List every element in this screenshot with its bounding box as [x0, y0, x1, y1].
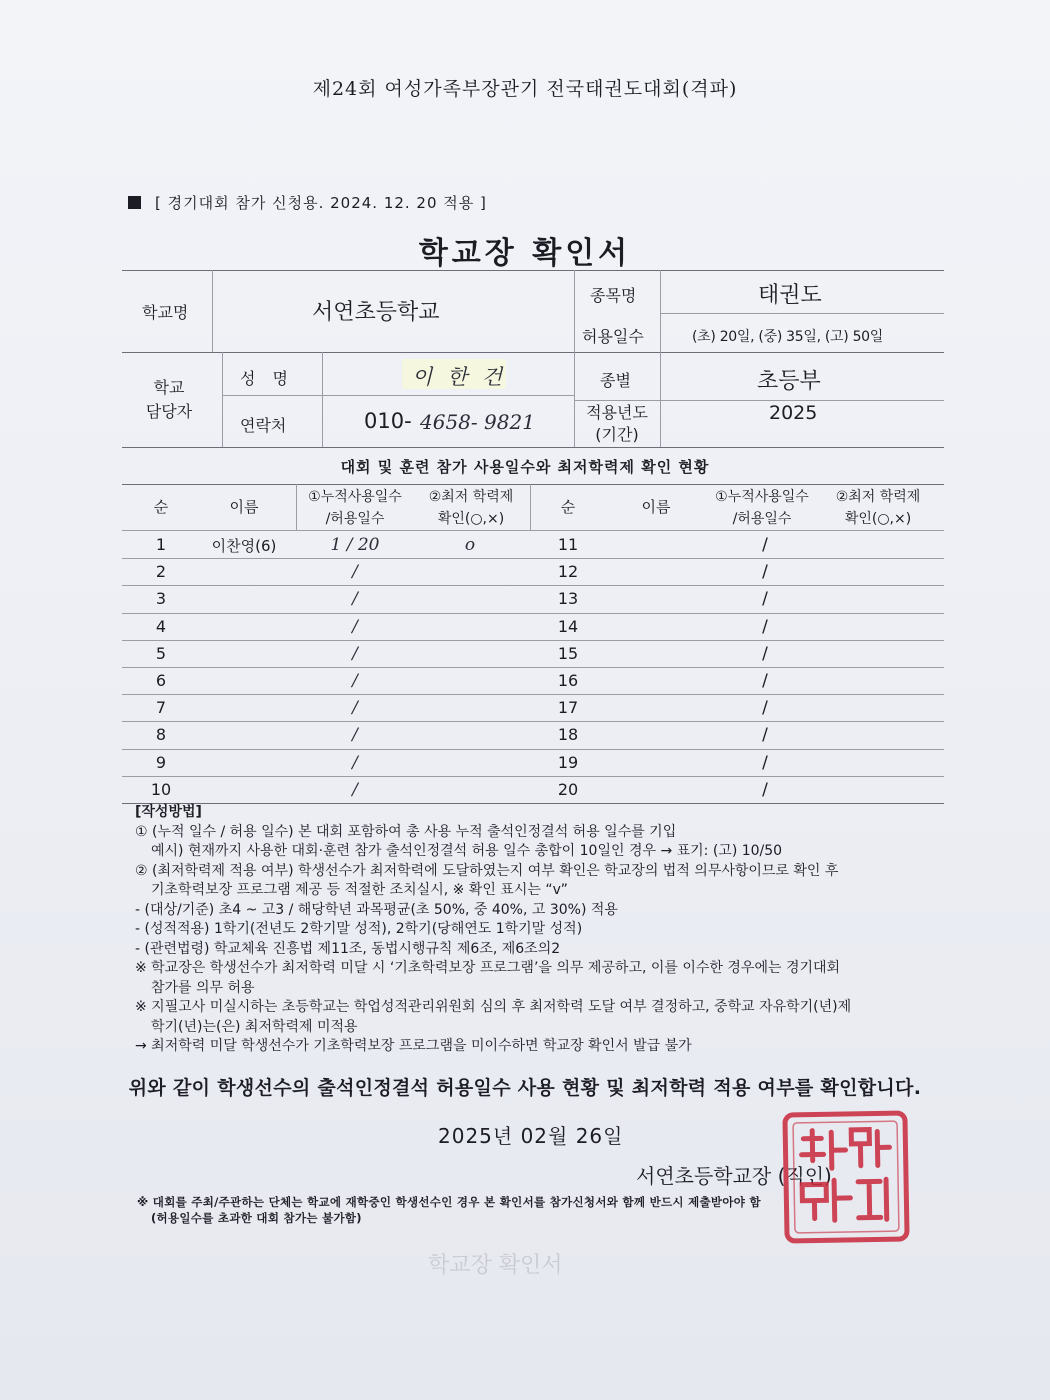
- info-col-divider: [222, 352, 223, 447]
- phone-prefix: 010-: [364, 409, 412, 433]
- row-divider: [122, 749, 944, 750]
- row-divider: [122, 585, 944, 586]
- info-row-divider: [222, 395, 574, 396]
- row-usage: /: [762, 562, 768, 583]
- row-usage: /: [762, 671, 768, 691]
- year-value: 2025: [769, 402, 818, 424]
- row-number: 15: [557, 643, 579, 663]
- row-divider: [122, 667, 944, 668]
- instructions-heading: [작성방법]: [135, 804, 202, 820]
- usage-table-header-divider: [122, 530, 944, 531]
- col-header-check-right-line1: ②최저 학력제: [835, 489, 921, 505]
- row-number: 17: [557, 698, 579, 718]
- info-col-divider: [322, 352, 323, 447]
- instruction-line: 예시) 현재까지 사용한 대회·훈련 참가 출석인정결석 허용 일수 총합이 10일인 경우 → 표기: (고) 10/50: [151, 843, 783, 859]
- instruction-line: 기초학력보장 프로그램 제공 등 적절한 조치실시, ※ 확인 표시는 “v”: [151, 882, 568, 898]
- footnote-line1: ※ 대회를 주최/주관하는 단체는 학교에 재학중인 학생선수인 경우 본 확인서를 참가신청서와 함께 반드시 제출받아야 함: [137, 1195, 761, 1209]
- row-number: 9: [155, 752, 167, 772]
- col-header-check: [410, 486, 532, 530]
- col-header-check-right: [816, 486, 940, 530]
- row-divider: [122, 694, 944, 695]
- instruction-line: ① (누적 일수 / 허용 일수) 본 대회 포함하여 총 사용 누적 출석인정결석 허용 일수를 기입: [135, 823, 677, 840]
- row-number: 10: [150, 779, 172, 799]
- contact-group-label-line2: 담당자: [145, 402, 193, 421]
- event-value: 태권도: [758, 283, 822, 308]
- name-label: 성 명: [240, 369, 294, 388]
- confirm-statement: 위와 같이 학생선수의 출석인정결석 허용일수 사용 현황 및 최저학력 적용 여부를 확인합니다.: [128, 1077, 922, 1099]
- row-divider: [122, 776, 944, 777]
- row-divider: [122, 640, 944, 641]
- col-header-num: 순: [153, 498, 169, 516]
- year-label-line2: (기간): [595, 425, 639, 444]
- col-header-usage-line2: /허용일수: [325, 511, 385, 527]
- row-number: 19: [557, 752, 579, 772]
- instructions-block: [135, 803, 851, 1057]
- row-number: 16: [557, 671, 579, 690]
- row-number: 6: [155, 671, 167, 690]
- row-usage: /: [352, 616, 358, 637]
- row-number: 12: [557, 562, 579, 582]
- row-number: 4: [155, 616, 167, 636]
- usage-table-heading: 대회 및 훈련 참가 사용일수와 최저학력제 확인 현황: [340, 458, 710, 476]
- row-usage: /: [352, 752, 358, 773]
- instruction-line: 참가를 의무 허용: [151, 979, 255, 996]
- row-divider: [122, 721, 944, 722]
- contact-group-label: [136, 376, 202, 424]
- issue-date: 2025년 02월 26일: [438, 1124, 624, 1148]
- row-number: 20: [557, 779, 579, 799]
- instruction-line: - (성적적용) 1학기(전년도 2학기말 성적), 2학기(당해연도 1학기말 성적): [135, 921, 583, 937]
- row-usage: /: [352, 671, 358, 691]
- school-name-label: 학교명: [142, 303, 189, 322]
- row-usage: /: [762, 752, 768, 773]
- event-label: 종목명: [590, 286, 637, 305]
- info-row-divider: [122, 352, 944, 353]
- row-number: 18: [557, 725, 579, 745]
- row-usage: /: [762, 616, 768, 637]
- school-name-value: 서연초등학교: [312, 300, 440, 325]
- row-usage: /: [352, 725, 358, 746]
- col-header-num-right: 순: [560, 498, 576, 516]
- instruction-line: → 최저학력 미달 학생선수가 기초학력보장 프로그램을 미이수하면 학교장 확인서 발급 불가: [135, 1038, 692, 1054]
- col-header-name: 이름: [229, 498, 259, 516]
- info-col-divider: [212, 270, 213, 352]
- col-header-check-line1: ②최저 학력제: [428, 489, 514, 505]
- col-header-usage-right-line2: /허용일수: [732, 511, 792, 527]
- row-number: 8: [155, 725, 167, 745]
- division-label: 종별: [600, 371, 631, 390]
- form-note: [128, 192, 487, 213]
- info-col-divider: [660, 270, 661, 447]
- division-value: 초등부: [757, 369, 821, 394]
- row-usage: /: [762, 725, 768, 746]
- row-usage: /: [762, 535, 768, 555]
- instruction-line: ② (최저학력제 적용 여부) 학생선수가 최저학력에 도달하였는지 여부 확인은 학교장의 법적 의무사항이므로 확인 후: [135, 862, 839, 879]
- info-row-divider: [660, 313, 944, 314]
- col-header-usage-line1: ①누적사용일수: [308, 489, 402, 505]
- phone-label: 연락처: [240, 416, 287, 435]
- square-bullet-icon: [128, 196, 141, 209]
- event-title: 제24회 여성가족부장관기 전국태권도대회(격파): [312, 78, 738, 100]
- instruction-line: ※ 지필고사 미실시하는 초등학교는 학업성적관리위원회 심의 후 최저학력 도달 여부 결정하고, 중학교 자유학기(년)제: [135, 999, 852, 1015]
- info-table-bottom-border: [122, 447, 944, 448]
- row-divider: [122, 558, 944, 559]
- document-title: 학교장 확인서: [418, 236, 632, 271]
- footnote: [137, 1194, 761, 1226]
- row-number: 11: [557, 535, 579, 554]
- row-usage: /: [352, 698, 358, 719]
- row-check: o: [464, 535, 476, 555]
- info-col-divider: [574, 270, 575, 447]
- row-name: 이찬영(6): [211, 537, 277, 555]
- form-note-text: [ 경기대회 참가 신청용. 2024. 12. 20 적용 ]: [155, 194, 487, 212]
- info-row-divider: [574, 400, 944, 401]
- row-usage: /: [762, 698, 768, 719]
- row-usage: /: [352, 643, 358, 664]
- row-usage: /: [762, 779, 768, 800]
- year-label-line1: 적용년도: [586, 403, 648, 422]
- row-usage: /: [352, 589, 358, 610]
- row-number: 1: [155, 535, 167, 554]
- col-header-usage-right: [700, 486, 824, 530]
- instruction-line: 학기(년)는(은) 최저학력제 미적용: [151, 1018, 358, 1035]
- principal-signature: 서연초등학교장 (직인): [636, 1164, 832, 1188]
- instruction-line: - (관련법령) 학교체육 진흥법 제11조, 동법시행규칙 제6조, 제6조의2: [135, 940, 561, 957]
- allowed-days-value: (초) 20일, (중) 35일, (고) 50일: [692, 329, 884, 345]
- name-value: 이 한 건: [412, 365, 507, 389]
- official-seal-stamp: [781, 1109, 911, 1245]
- row-number: 2: [155, 562, 167, 582]
- instruction-line: ※ 학교장은 학생선수가 최저학력 미달 시 ‘기초학력보장 프로그램’을 의무 제공하고, 이를 이수한 경우에는 경기대회: [135, 960, 841, 976]
- phone-handwritten: 4658- 9821: [420, 410, 535, 434]
- row-number: 3: [155, 589, 167, 609]
- row-number: 5: [155, 643, 167, 663]
- row-usage: /: [352, 562, 358, 583]
- row-divider: [122, 613, 944, 614]
- allowed-days-label: 허용일수: [582, 327, 644, 346]
- col-header-usage-right-line1: ①누적사용일수: [715, 489, 809, 505]
- info-table-top-border: [122, 270, 944, 271]
- row-number: 7: [155, 698, 167, 718]
- contact-group-label-line1: 학교: [153, 378, 185, 397]
- row-number: 14: [557, 616, 579, 636]
- row-usage: /: [762, 643, 768, 664]
- year-label: [576, 402, 658, 446]
- footnote-line2: (허용일수를 초과한 대회 참가는 불가함): [151, 1211, 362, 1225]
- row-usage: /: [352, 779, 358, 800]
- col-header-name-right: 이름: [641, 498, 671, 516]
- instruction-line: - (대상/기준) 초4 ~ 고3 / 해당학년 과목평균(초 50%, 중 40%, 고 30%) 적용: [135, 901, 618, 918]
- usage-table-top-border: [122, 484, 944, 485]
- col-header-check-line2: 확인(○,×): [437, 511, 505, 527]
- col-header-usage: [296, 486, 414, 530]
- row-usage: /: [762, 589, 768, 610]
- row-number: 13: [557, 589, 579, 609]
- col-header-check-right-line2: 확인(○,×): [844, 511, 912, 527]
- row-usage: 1 / 20: [330, 535, 380, 555]
- bleed-through-text: 학교장 확인서: [428, 1253, 563, 1278]
